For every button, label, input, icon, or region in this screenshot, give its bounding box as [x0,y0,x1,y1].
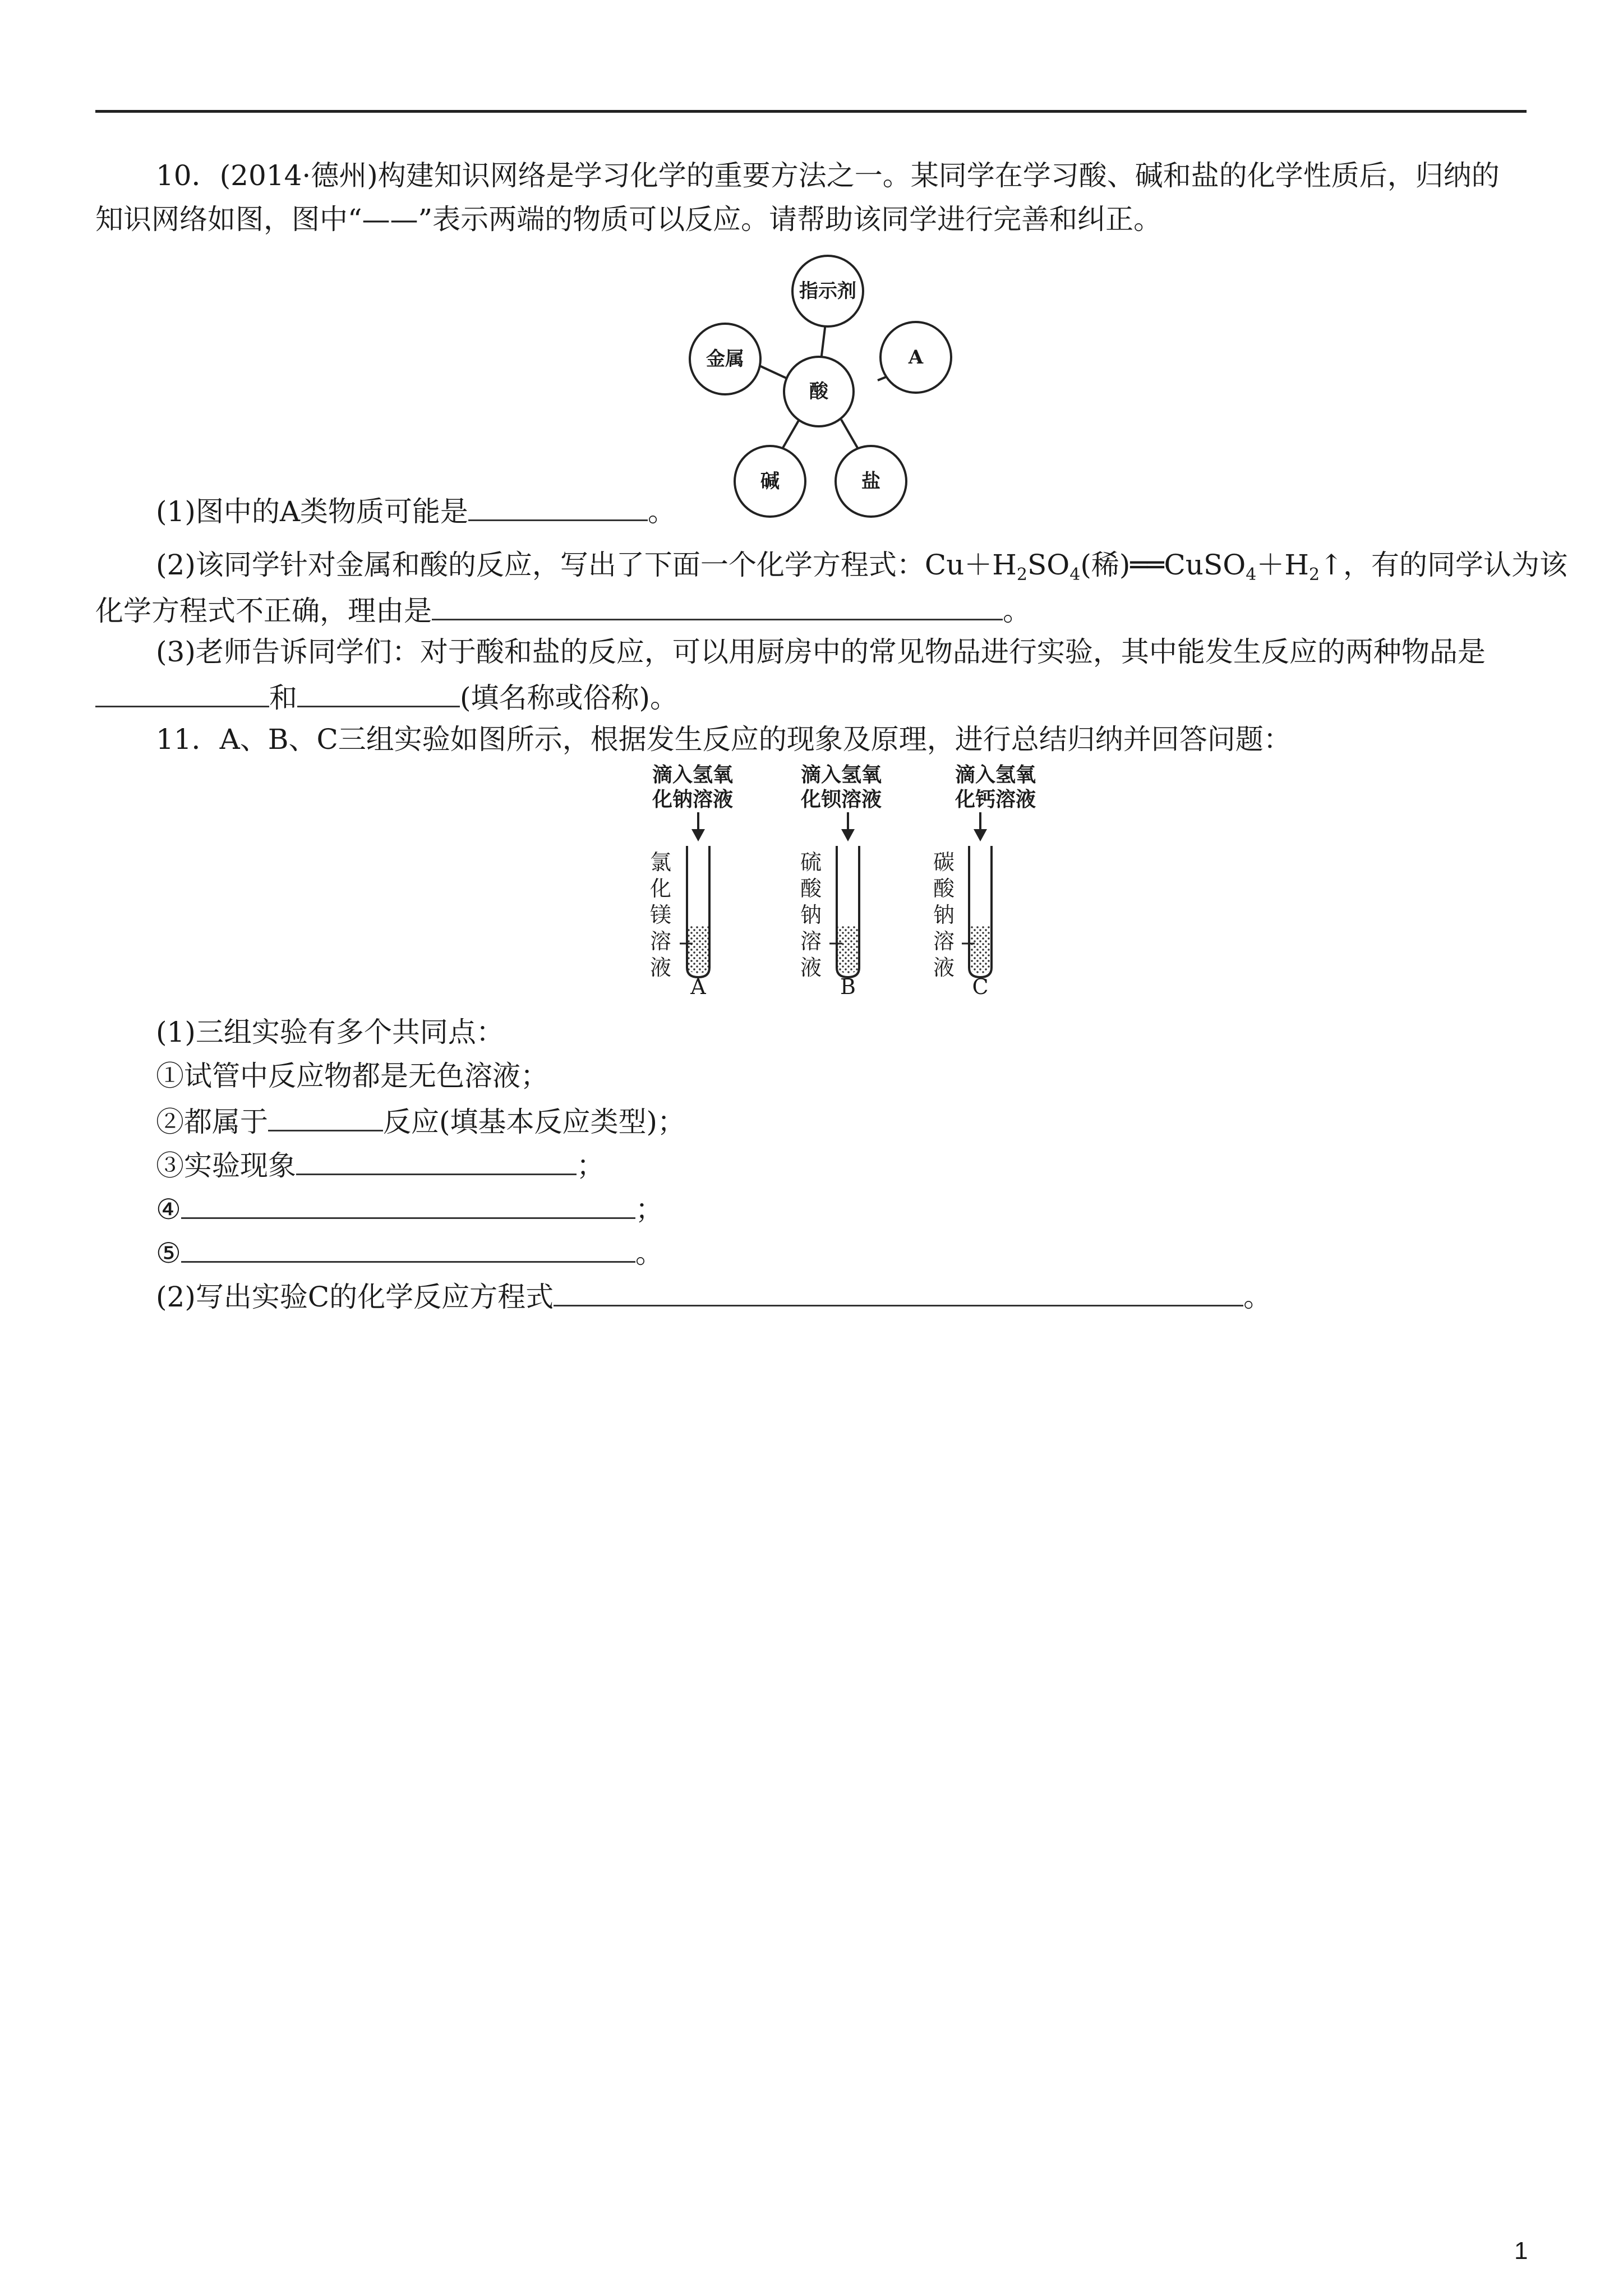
tube-a-side-2: 化 [649,876,672,901]
answer-blank-item2[interactable] [297,679,460,707]
tube-c-reagent-2: 化钙溶液 [955,788,1036,811]
tube-b-label: B [840,974,856,999]
q11-c4-pre: ④ [156,1193,181,1226]
q10-part1-text: (1)图中的A类物质可能是 [156,495,468,528]
page-number: 1 [1514,2237,1528,2265]
tube-b-side-3: 钠 [800,903,822,927]
tube-a-reagent-2: 化钠溶液 [652,788,734,811]
tube-b-side-1: 硫 [800,850,822,875]
q10-part2-reason: 化学方程式不正确，理由是 [95,595,432,627]
test-tube-experiments [617,757,1066,999]
sub-4: 4 [1069,565,1081,585]
tube-c-side-4: 溶 [933,929,955,954]
tube-b-side-5: 液 [800,955,822,980]
sub-2b: 2 [1308,565,1320,585]
q10-part2-end: 。 [1003,595,1031,627]
tube-c [933,763,1036,999]
q10-part1-end: 。 [647,495,676,528]
tube-c-side-5: 液 [933,955,955,980]
q11-common-3 [156,1147,605,1182]
q10-part2-line1 [156,548,1567,585]
tube-c-side-3: 钠 [933,903,955,927]
q10-part3-and: 和 [269,682,297,714]
q10-line2: 知识网络如图，图中“——”表示两端的物质可以反应。请帮助该同学进行完善和纠正。 [95,203,1162,236]
equation-post: ↑，有的同学认为该 [1320,549,1567,581]
q11-c3-end: ； [577,1149,605,1182]
tube-c-label: C [972,974,989,999]
q11-common-5 [156,1234,663,1270]
tube-a-label: A [690,974,706,999]
q10-part1 [156,493,676,528]
answer-blank-common-4[interactable] [181,1190,635,1219]
q11-part2-end: 。 [1243,1281,1272,1313]
node-metal-label: 金属 [706,348,744,370]
q11-c4-end: ； [635,1193,663,1226]
tube-a [650,763,733,999]
acid-network-diagram [673,247,965,527]
q11-c5-pre: ⑤ [156,1237,181,1269]
tube-c-side-2: 酸 [933,876,955,901]
header-rule [95,110,1527,113]
equation-pre: (2)该同学针对金属和酸的反应，写出了下面一个化学方程式：Cu＋H [156,549,1017,581]
sub-4b: 4 [1246,565,1257,585]
answer-blank-equation-c[interactable] [554,1278,1243,1306]
q10-part2-line2 [95,592,1031,628]
tube-a-side-4: 溶 [649,929,672,954]
answer-blank-phenomenon[interactable] [296,1147,577,1175]
answer-blank-reason[interactable] [432,592,1003,620]
tube-b-reagent-2: 化钡溶液 [800,788,882,811]
node-base-label: 碱 [760,470,780,493]
equation-h: ＋H [1256,549,1309,581]
answer-blank-common-5[interactable] [181,1234,635,1263]
q10-part3-line1: (3)老师告诉同学们：对于酸和盐的反应，可以用厨房中的常见物品进行实验，其中能发生反应的两种物品是 [156,636,1486,668]
node-a-label: A [908,346,924,369]
tube-c-reagent-1: 滴入氢氧 [955,763,1036,786]
tube-a-side-3: 镁 [649,903,672,927]
tube-c-side-1: 碳 [933,850,955,875]
q11-common-1: ①试管中反应物都是无色溶液； [156,1060,548,1092]
node-salt-label: 盐 [861,470,880,493]
node-acid-label: 酸 [809,380,828,403]
tube-a-side-1: 氯 [649,850,672,875]
node-indicator-label: 指示剂 [799,280,856,302]
q11-common-2 [156,1103,685,1139]
q10-line1: 10．(2014·德州)构建知识网络是学习化学的重要方法之一。某同学在学习酸、碱和盐的化学性质后，归纳的 [156,159,1500,192]
q11-part1: (1)三组实验有多个共同点： [156,1016,504,1048]
q10-part3-tail: (填名称或俗称)。 [460,682,679,714]
equation-mid: (稀)══CuSO [1080,549,1246,581]
q11-part2 [156,1278,1271,1314]
tube-b-side-4: 溶 [800,929,822,954]
q11-c2-pre: ②都属于 [156,1106,268,1138]
tube-a-reagent-1: 滴入氢氧 [652,763,734,786]
q11-line1: 11．A、B、C三组实验如图所示，根据发生反应的现象及原理，进行总结归纳并回答问题： [156,723,1292,756]
answer-blank-a-class[interactable] [468,493,648,521]
q11-c2-post: 反应(填基本反应类型)； [383,1106,686,1138]
q11-c3-pre: ③实验现象 [156,1149,296,1182]
tube-b [800,763,882,999]
tube-b-side-2: 酸 [800,876,822,901]
q11-common-4 [156,1190,663,1226]
sub-2: 2 [1016,565,1027,585]
tube-b-reagent-1: 滴入氢氧 [800,763,882,786]
answer-blank-reaction-type[interactable] [268,1103,383,1131]
answer-blank-item1[interactable] [95,679,269,707]
tube-a-side-5: 液 [649,955,672,980]
q11-part2-text: (2)写出实验C的化学反应方程式 [156,1281,554,1313]
equation-so: SO [1027,549,1070,581]
q11-c5-end: 。 [635,1237,663,1269]
q10-part3-line2 [95,679,678,715]
